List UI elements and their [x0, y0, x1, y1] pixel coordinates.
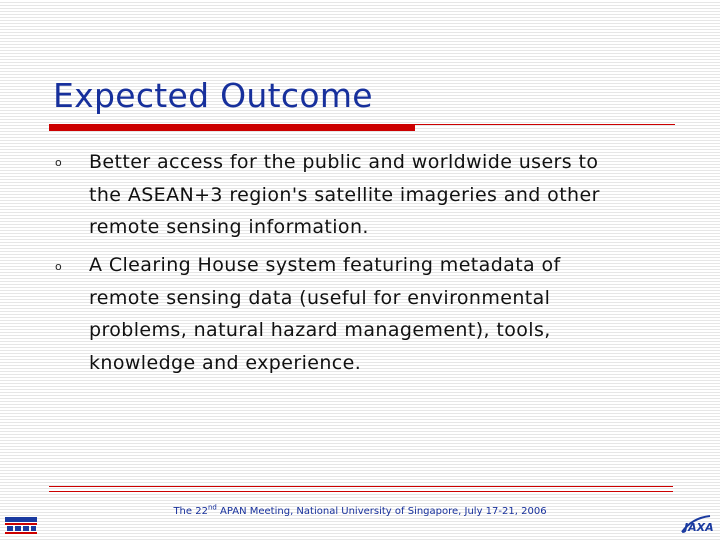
apan-logo-icon: [4, 514, 38, 536]
bullet-marker-2: o: [55, 260, 62, 273]
bullet-item-2: [89, 249, 689, 379]
bullet-1-line-2: the ASEAN+3 region's satellite imageries and other: [89, 183, 600, 206]
footer-rule-top: [49, 486, 673, 487]
footer-rule-bottom: [49, 491, 673, 492]
footer-prefix: The 22: [173, 506, 208, 517]
footer-superscript: nd: [207, 503, 217, 512]
footer-suffix: APAN Meeting, National University of Singapore, July 17-21, 2006: [216, 506, 547, 517]
bullet-2-line-4: knowledge and experience.: [89, 351, 362, 374]
bullet-1-line-3: remote sensing information.: [89, 216, 369, 238]
footer-caption: [0, 503, 720, 517]
bullet-2-line-1: A Clearing House system featuring metadata of: [89, 254, 561, 276]
slide-title: Expected Outcome: [53, 76, 373, 115]
bullet-marker-1: o: [55, 156, 62, 169]
bullet-1-line-1: Better access for the public and worldwide users to: [89, 151, 599, 173]
bullet-2-line-2: remote sensing data (useful for environmental: [89, 286, 551, 309]
jaxa-logo-text: JAXA: [684, 521, 714, 534]
bullet-2-line-3: problems, natural hazard management), tools,: [89, 319, 551, 341]
title-underline-accent: [49, 124, 415, 131]
bullet-item-1: [89, 146, 689, 244]
jaxa-logo-icon: [680, 512, 716, 538]
